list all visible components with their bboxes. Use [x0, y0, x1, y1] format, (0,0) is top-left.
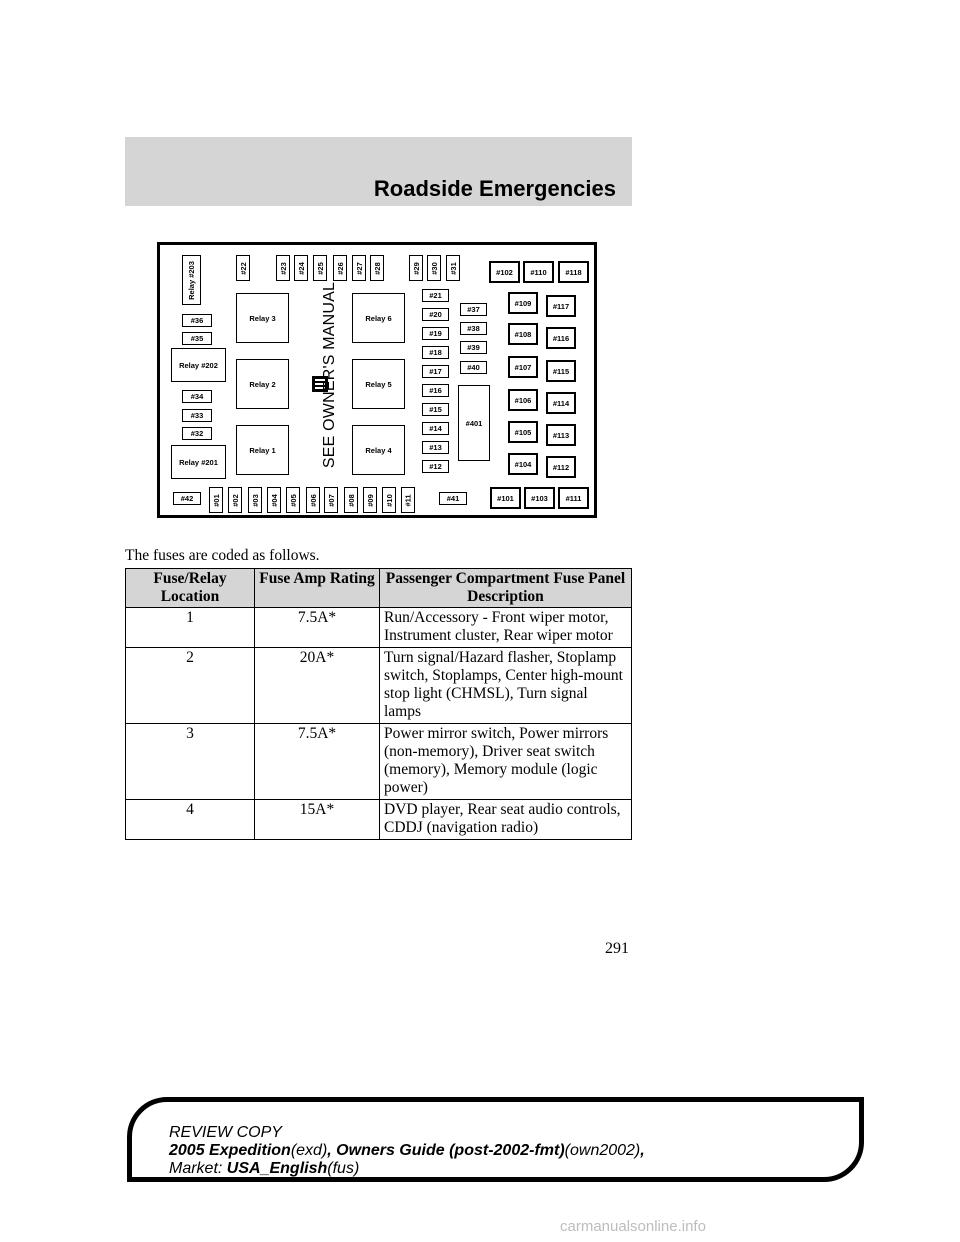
relay-1: Relay 1 [236, 425, 289, 475]
fuse-109: #109 [508, 292, 538, 314]
fuse-401: #401 [458, 385, 490, 461]
table-row [126, 648, 632, 724]
model-code: (exd) [290, 1142, 328, 1159]
fuse-09: #09 [363, 487, 377, 513]
fuse-23: #23 [276, 255, 290, 281]
relay-203: Relay #203 [182, 255, 201, 305]
fuse-05: #05 [286, 487, 300, 513]
header-description: Passenger Compartment Fuse Panel Description [380, 569, 632, 608]
fuse-116: #116 [546, 327, 576, 349]
guide-name: , Owners Guide (post-2002-fmt) [327, 1142, 565, 1159]
fuse-19: #19 [422, 327, 449, 340]
cell-location: 1 [126, 608, 255, 648]
fuse-114: #114 [546, 392, 576, 414]
fuse-04: #04 [267, 487, 281, 513]
fuse-16: #16 [422, 384, 449, 397]
relay-2: Relay 2 [236, 359, 289, 409]
fuse-08: #08 [344, 487, 358, 513]
market-line [169, 1160, 859, 1178]
fuse-42: #42 [173, 492, 201, 505]
guide-code: (own2002) [564, 1142, 641, 1159]
fuse-34: #34 [182, 390, 212, 403]
fuse-10: #10 [382, 487, 396, 513]
fuse-40: #40 [460, 361, 487, 374]
fuse-07: #07 [324, 487, 338, 513]
fuse-38: #38 [460, 322, 487, 335]
cell-rating: 7.5A* [255, 608, 380, 648]
fuse-113: #113 [546, 424, 576, 446]
fuse-39: #39 [460, 341, 487, 354]
relay-202: Relay #202 [171, 348, 226, 382]
fuse-11: #11 [401, 487, 415, 513]
fuse-112: #112 [546, 456, 576, 478]
cell-description: Turn signal/Hazard flasher, Stoplamp switch, Stoplamps, Center high-mount stop light (CHMSL), Turn signal lamps [380, 648, 632, 724]
fuse-28: #28 [370, 255, 384, 281]
fuse-32: #32 [182, 427, 212, 440]
table-row [126, 724, 632, 800]
intro-text: The fuses are coded as follows. [125, 547, 320, 564]
watermark: carmanualsonline.info [560, 1218, 706, 1235]
fuse-14: #14 [422, 422, 449, 435]
fuse-panel-diagram [157, 242, 597, 518]
fuse-41: #41 [439, 492, 467, 505]
fuse-115: #115 [546, 360, 576, 382]
fuse-26: #26 [333, 255, 347, 281]
cell-rating: 20A* [255, 648, 380, 724]
fuse-20: #20 [422, 308, 449, 321]
fuse-106: #106 [508, 389, 538, 411]
fuse-33: #33 [182, 409, 212, 422]
fuse-117: #117 [546, 295, 576, 317]
review-copy-box [127, 1097, 864, 1182]
section-header-band [125, 137, 632, 206]
cell-description: Power mirror switch, Power mirrors (non-memory), Driver seat switch (memory), Memory module (logic power) [380, 724, 632, 800]
fuse-110: #110 [523, 261, 554, 283]
fuse-111: #111 [558, 487, 589, 509]
review-copy-label: REVIEW COPY [169, 1124, 282, 1141]
fuse-36: #36 [182, 314, 212, 327]
fuse-12: #12 [422, 460, 449, 473]
fuse-22: #22 [236, 255, 250, 281]
relay-4: Relay 4 [352, 425, 405, 475]
fuse-03: #03 [248, 487, 262, 513]
fuse-21: #21 [422, 289, 449, 302]
fuse-35: #35 [182, 332, 212, 345]
fuse-17: #17 [422, 365, 449, 378]
cell-location: 4 [126, 800, 255, 840]
fuse-table [125, 568, 632, 840]
fuse-01: #01 [209, 487, 223, 513]
page-number: 291 [605, 940, 629, 957]
fuse-30: #30 [427, 255, 441, 281]
fuse-103: #103 [524, 487, 555, 509]
fuse-13: #13 [422, 441, 449, 454]
fuse-108: #108 [508, 323, 538, 345]
cell-location: 2 [126, 648, 255, 724]
fuse-101: #101 [490, 487, 521, 509]
fuse-107: #107 [508, 356, 538, 378]
fuse-02: #02 [228, 487, 242, 513]
fuse-105: #105 [508, 421, 538, 443]
cell-rating: 7.5A* [255, 724, 380, 800]
relay-5: Relay 5 [352, 359, 405, 409]
see-owners-manual-label: SEE OWNER'S MANUAL [321, 281, 338, 469]
section-title: Roadside Emergencies [373, 176, 616, 201]
fuse-18: #18 [422, 346, 449, 359]
fuse-104: #104 [508, 453, 538, 475]
fuse-37: #37 [460, 303, 487, 316]
fuse-15: #15 [422, 403, 449, 416]
relay-3: Relay 3 [236, 293, 289, 343]
document-info-line [169, 1142, 859, 1160]
comma: , [640, 1142, 645, 1159]
table-row [126, 608, 632, 648]
table-row [126, 800, 632, 840]
fuse-118: #118 [558, 261, 589, 283]
relay-6: Relay 6 [352, 293, 405, 343]
fuse-102: #102 [489, 261, 520, 283]
market-name: USA_English [226, 1160, 328, 1177]
fuse-31: #31 [446, 255, 460, 281]
fuse-25: #25 [313, 255, 327, 281]
cell-location: 3 [126, 724, 255, 800]
header-location: Fuse/Relay Location [126, 569, 255, 608]
cell-description: Run/Accessory - Front wiper motor, Instrument cluster, Rear wiper motor [380, 608, 632, 648]
header-rating: Fuse Amp Rating [255, 569, 380, 608]
relay-201: Relay #201 [171, 445, 226, 479]
market-code: (fus) [327, 1160, 360, 1177]
fuse-27: #27 [352, 255, 366, 281]
model-name: 2005 Expedition [169, 1142, 291, 1159]
table-header-row [126, 569, 632, 608]
cell-description: DVD player, Rear seat audio controls, CDDJ (navigation radio) [380, 800, 632, 840]
fuse-29: #29 [409, 255, 423, 281]
fuse-24: #24 [294, 255, 308, 281]
market-label: Market: [169, 1160, 223, 1177]
fuse-06: #06 [306, 487, 320, 513]
cell-rating: 15A* [255, 800, 380, 840]
